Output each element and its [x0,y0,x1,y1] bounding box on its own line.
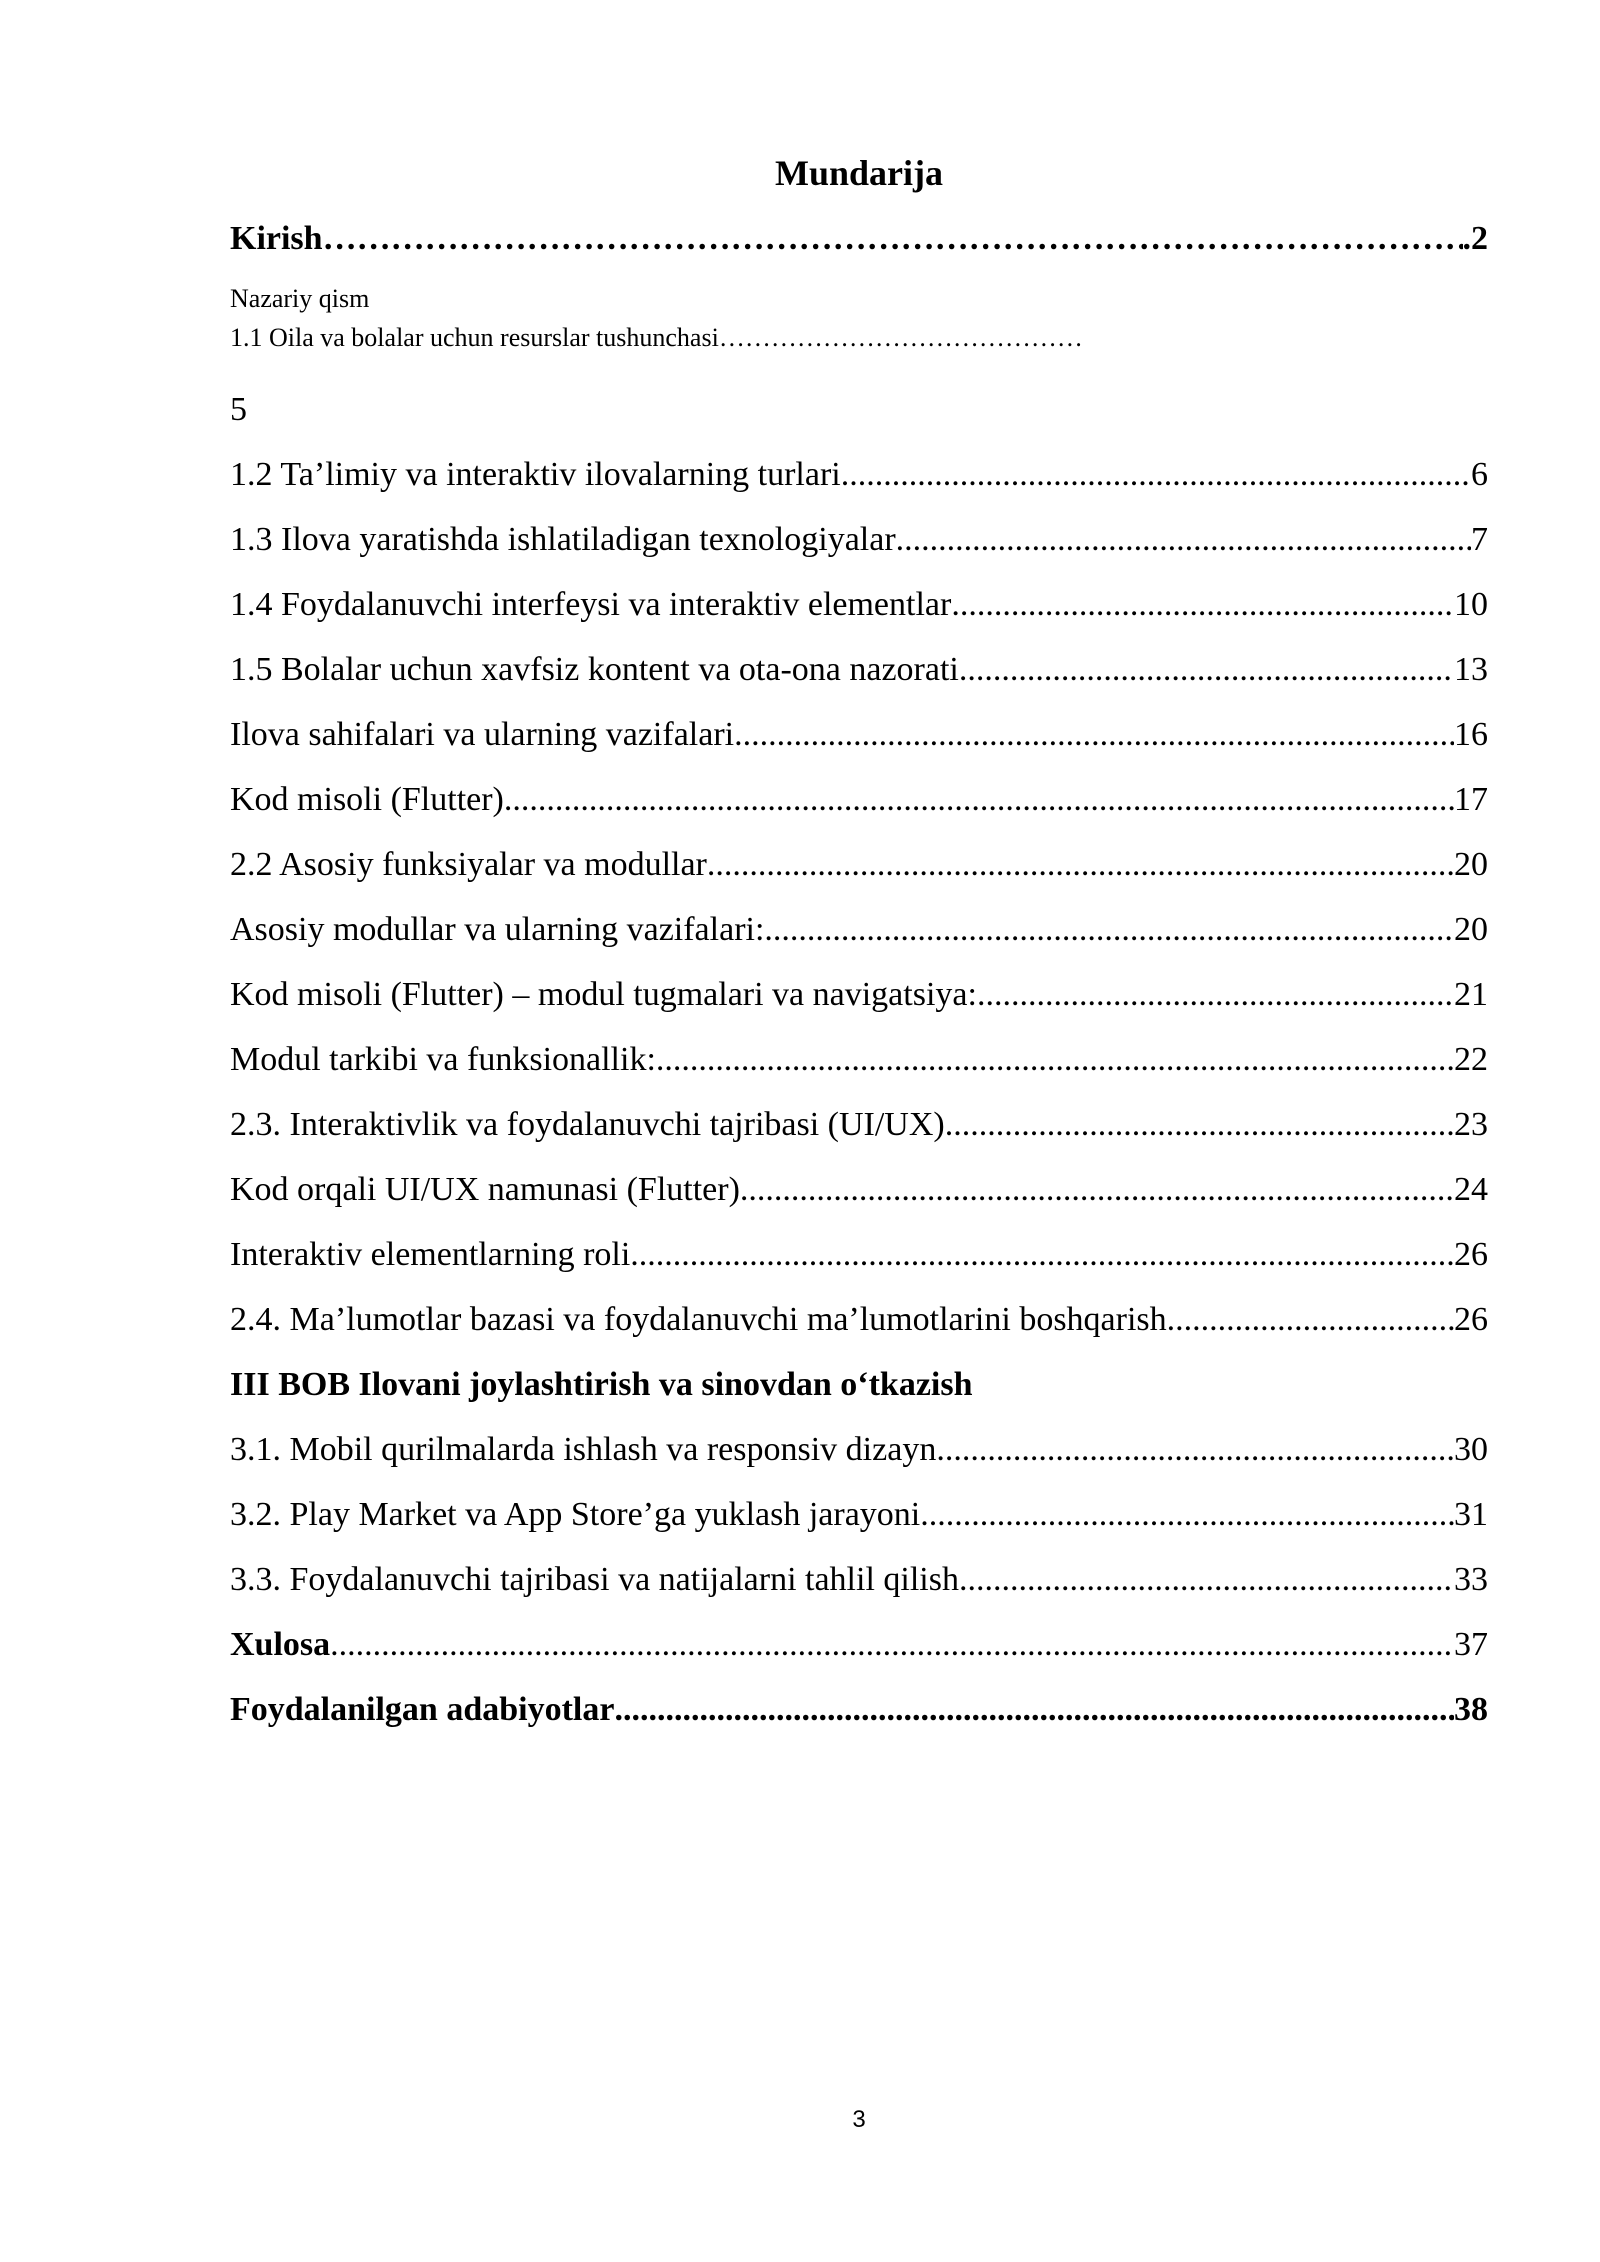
toc-entry-label: 2.2 Asosiy funksiyalar va modullar [230,846,707,883]
toc-entry-page: 20 [1454,846,1488,883]
toc-entry-2-2[interactable] [230,844,1488,886]
toc-entry-label: Kod misoli (Flutter) – modul tugmalari va navigatsiya: [230,976,977,1013]
toc-entry-3-1[interactable] [230,1429,1488,1471]
toc-entry-label: Interaktiv elementlarning roli [230,1236,631,1273]
toc-entry-page: 21 [1454,976,1488,1013]
toc-entry-page: 17 [1454,781,1488,818]
toc-leader-dots [945,1104,1454,1146]
toc-entry-1-3[interactable] [230,519,1488,561]
toc-entry-page: 24 [1454,1171,1488,1208]
toc-entry-label: 1.5 Bolalar uchun xavfsiz kontent va ota-ona nazorati [230,651,959,688]
toc-entry-1-1[interactable] [230,322,1083,354]
toc-entry-label: Modul tarkibi va funksionallik: [230,1041,656,1078]
toc-entry-page: 22 [1454,1041,1488,1078]
page-number: 3 [852,2106,866,2133]
toc-entry-label: 1.1 Oila va bolalar uchun resurslar tushunchasi [230,323,719,352]
toc-entry-3-2[interactable] [230,1494,1488,1536]
toc-entry-page: 26 [1454,1236,1488,1273]
toc-entry-page: 23 [1454,1106,1488,1143]
toc-entry-label: Ilova sahifalari va ularning vazifalari [230,716,735,753]
toc-leader-dots [734,714,1454,756]
toc-leader-dots [630,1234,1454,1276]
toc-entry-page: 16 [1454,716,1488,753]
toc-entry-page: 26 [1454,1301,1488,1338]
toc-leader-dots [330,1624,1454,1666]
toc-entry-label: 2.4. Ma’lumotlar bazasi va foydalanuvchi ma’lumotlarini boshqarish [230,1301,1167,1338]
toc-entry-label: 3.1. Mobil qurilmalarda ishlash va responsiv dizayn [230,1431,937,1468]
toc-entry-xulosa[interactable] [230,1624,1488,1666]
toc-entry-label: Kirish [230,220,323,257]
toc-entry-asosiy-modullar[interactable] [230,909,1488,951]
toc-leader-dots [614,1689,1454,1731]
toc-leader-dots: …………………………………… [718,323,1083,352]
toc-entry-3-3[interactable] [230,1559,1488,1601]
toc-entry-2-3[interactable] [230,1104,1488,1146]
toc-leader-dots [841,454,1471,496]
toc-entry-page: 33 [1454,1561,1488,1598]
toc-entry-page: 38 [1454,1691,1488,1728]
toc-leader-dots [936,1429,1454,1471]
toc-entry-adabiyotlar[interactable] [230,1689,1488,1731]
toc-entry-kirish[interactable] [230,218,1488,260]
section-heading: Nazariy qism [230,284,370,313]
toc-chapter-3-heading: III BOB Ilovani joylashtirish va sinovdan o‘tkazish [230,1366,973,1403]
toc-entry-interaktiv-elementlar[interactable] [230,1234,1488,1276]
toc-entry-1-4[interactable] [230,584,1488,626]
toc-leader-dots [951,584,1454,626]
toc-entry-page: 7 [1471,521,1488,558]
toc-entry-page: 31 [1454,1496,1488,1533]
toc-entry-page: 10 [1454,586,1488,623]
toc-entry-label: 1.3 Ilova yaratishda ishlatiladigan texnologiyalar [230,521,896,558]
toc-leader-dots [323,218,1463,260]
toc-leader-dots [707,844,1454,886]
toc-leader-dots [504,779,1454,821]
toc-entry-label: Asosiy modullar va ularning vazifalari: [230,911,765,948]
toc-entry-label: Xulosa [230,1626,331,1663]
toc-entry-1-1-page: 5 [230,391,247,428]
toc-leader-dots [959,649,1454,691]
toc-entry-label: 1.4 Foydalanuvchi interfeysi va interaktiv elementlar [230,586,952,623]
toc-entry-label: 2.3. Interaktivlik va foydalanuvchi tajribasi (UI/UX) [230,1106,945,1143]
toc-leader-dots [959,1559,1454,1601]
toc-entry-page: 6 [1471,456,1488,493]
toc-entry-page: 37 [1454,1626,1488,1663]
toc-entry-label: 3.3. Foydalanuvchi tajribasi va natijalarni tahlil qilish [230,1561,959,1598]
toc-entry-label: 3.2. Play Market va App Store’ga yuklash jarayoni [230,1496,921,1533]
toc-entry-page: .2 [1462,220,1488,257]
toc-entry-label: Kod orqali UI/UX namunasi (Flutter) [230,1171,740,1208]
toc-leader-dots [656,1039,1454,1081]
toc-leader-dots [764,909,1454,951]
toc-entry-kod-misoli-navigatsiya[interactable] [230,974,1488,1016]
toc-leader-dots [896,519,1471,561]
toc-leader-dots [920,1494,1454,1536]
toc-entry-modul-tarkibi[interactable] [230,1039,1488,1081]
toc-entry-label: Kod misoli (Flutter) [230,781,504,818]
toc-entry-page: 30 [1454,1431,1488,1468]
toc-entry-page: 20 [1454,911,1488,948]
toc-leader-dots [1167,1299,1454,1341]
toc-entry-kod-uiux[interactable] [230,1169,1488,1211]
toc-entry-kod-misoli[interactable] [230,779,1488,821]
toc-entry-ilova-sahifalari[interactable] [230,714,1488,756]
toc-title: Mundarija [774,153,943,193]
toc-entry-1-2[interactable] [230,454,1488,496]
toc-leader-dots [740,1169,1454,1211]
toc-entry-label: Foydalanilgan adabiyotlar [230,1691,615,1728]
toc-entry-page: 13 [1454,651,1488,688]
toc-entry-label: 1.2 Ta’limiy va interaktiv ilovalarning turlari [230,456,841,493]
toc-entry-1-5[interactable] [230,649,1488,691]
toc-leader-dots [977,974,1454,1016]
toc-entry-2-4[interactable] [230,1299,1488,1341]
